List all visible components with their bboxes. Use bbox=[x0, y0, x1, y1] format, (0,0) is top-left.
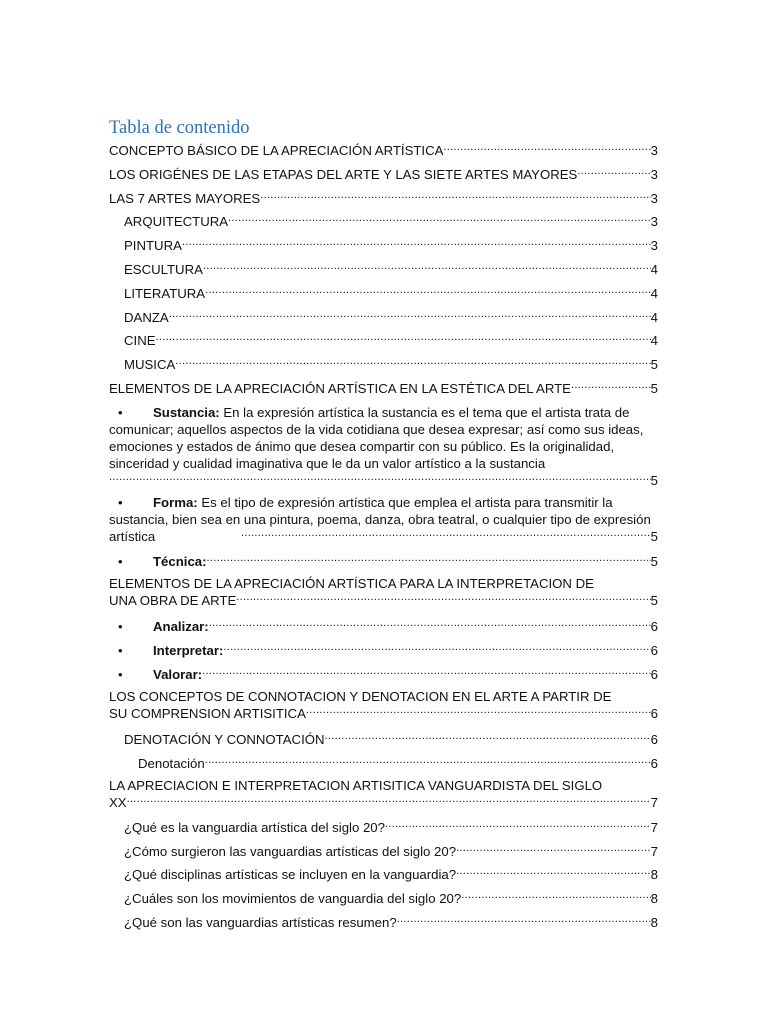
toc-entry-page: 3 bbox=[650, 238, 658, 253]
toc-entry[interactable] bbox=[124, 309, 658, 326]
toc-entry[interactable]: LA APRECIACION E INTERPRETACION ARTISITICA VANGUARDISTA DEL SIGLO XX ..... 7 bbox=[109, 777, 658, 811]
toc-entry-text: DENOTACIÓN Y CONNOTACIÓN bbox=[124, 732, 325, 747]
toc-entry-page: 5 bbox=[650, 529, 658, 544]
toc-entry-page: 8 bbox=[650, 915, 658, 930]
bullet-icon: • bbox=[118, 554, 123, 569]
toc-entry-page: 3 bbox=[650, 214, 658, 229]
toc-entry-text: ¿Cómo surgieron las vanguardias artísticas del siglo 20? bbox=[124, 844, 457, 859]
toc-entry[interactable] bbox=[124, 332, 658, 349]
toc-entry-text: LITERATURA bbox=[124, 286, 206, 301]
toc-entry[interactable] bbox=[124, 866, 658, 883]
toc-entry-text: MUSICA bbox=[124, 357, 176, 372]
toc-entry[interactable] bbox=[109, 404, 658, 489]
toc-entry[interactable] bbox=[124, 819, 658, 836]
toc-entry[interactable] bbox=[109, 380, 658, 397]
toc-entry-text: ¿Qué disciplinas artísticas se incluyen en la vanguardia? bbox=[124, 867, 457, 882]
toc-entry-text: LOS ORIGÉNES DE LAS ETAPAS DEL ARTE Y LAS SIETE ARTES MAYORES bbox=[109, 167, 578, 182]
toc-entry[interactable] bbox=[109, 553, 658, 570]
toc-entry-label: Valorar: bbox=[153, 667, 203, 682]
toc-entry-text: Denotación bbox=[138, 756, 205, 771]
toc-entry-page: 6 bbox=[650, 706, 658, 721]
toc-entry-text: DANZA bbox=[124, 310, 169, 325]
bullet-icon: • bbox=[118, 619, 123, 634]
toc-entry[interactable] bbox=[124, 914, 658, 931]
toc-entry-text: ESCULTURA bbox=[124, 262, 203, 277]
toc-entry-page: 3 bbox=[650, 191, 658, 206]
toc-entry-page: 5 bbox=[650, 357, 658, 372]
toc-entry-label: Analizar: bbox=[153, 619, 209, 634]
toc-entry-page: 5 bbox=[650, 554, 658, 569]
toc-entry[interactable] bbox=[109, 494, 658, 545]
toc-entry[interactable] bbox=[124, 285, 658, 302]
toc-entry-text: UNA OBRA DE ARTE bbox=[109, 593, 237, 608]
toc-entry-page: 8 bbox=[650, 867, 658, 882]
toc-entry-page: 8 bbox=[650, 891, 658, 906]
toc-entry-page: 5 bbox=[650, 381, 658, 396]
toc-entry-page: 6 bbox=[650, 643, 658, 658]
toc-entry-page: 4 bbox=[650, 333, 658, 348]
toc-entry[interactable]: ELEMENTOS DE LA APRECIACIÓN ARTÍSTICA PARA LA INTERPRETACION DE UNA OBRA DE ARTE ..... 5 bbox=[109, 575, 658, 609]
toc-entry-page: 4 bbox=[650, 262, 658, 277]
toc-entry-label: Sustancia: bbox=[153, 405, 220, 420]
toc-entry-page: 5 bbox=[650, 473, 658, 488]
toc-entry-page: 6 bbox=[650, 619, 658, 634]
toc-entry[interactable] bbox=[124, 237, 658, 254]
toc-entry[interactable] bbox=[109, 142, 658, 159]
toc-entry-page: 6 bbox=[650, 667, 658, 682]
toc-entry-page: 3 bbox=[650, 143, 658, 158]
toc-entry[interactable] bbox=[109, 166, 658, 183]
toc-entry[interactable] bbox=[124, 890, 658, 907]
toc-entry-text: PINTURA bbox=[124, 238, 182, 253]
toc-entry-text: LAS 7 ARTES MAYORES bbox=[109, 191, 261, 206]
toc-entry-text: ARQUITECTURA bbox=[124, 214, 229, 229]
toc-entry-page: 7 bbox=[650, 820, 658, 835]
toc-entry-text: XX bbox=[109, 795, 127, 810]
toc-entry-text: ELEMENTOS DE LA APRECIACIÓN ARTÍSTICA EN LA ESTÉTICA DEL ARTE bbox=[109, 381, 571, 396]
toc-entry[interactable] bbox=[124, 356, 658, 373]
toc-entry-label: Interpretar: bbox=[153, 643, 224, 658]
toc-entry[interactable] bbox=[124, 261, 658, 278]
toc-entry-page: 6 bbox=[650, 732, 658, 747]
toc-entry-page: 3 bbox=[650, 167, 658, 182]
bullet-icon: • bbox=[118, 643, 123, 658]
bullet-icon: • bbox=[118, 405, 123, 420]
toc-entry[interactable] bbox=[138, 755, 658, 772]
toc-entry-page: 7 bbox=[650, 795, 658, 810]
toc-entry[interactable] bbox=[124, 731, 658, 748]
toc-entry[interactable] bbox=[109, 618, 658, 635]
toc-entry[interactable] bbox=[124, 843, 658, 860]
toc-entry-label: Técnica: bbox=[153, 554, 207, 569]
toc-entry-page: 7 bbox=[650, 844, 658, 859]
toc-entry-text: ¿Cuáles son los movimientos de vanguardia del siglo 20? bbox=[124, 891, 462, 906]
toc-entry-page: 4 bbox=[650, 310, 658, 325]
toc-entry-page: 6 bbox=[650, 756, 658, 771]
toc-entry-page: 4 bbox=[650, 286, 658, 301]
toc-entry-text: ¿Qué son las vanguardias artísticas resumen? bbox=[124, 915, 397, 930]
toc-entry-text: ¿Qué es la vanguardia artística del siglo 20? bbox=[124, 820, 385, 835]
toc-entry[interactable] bbox=[124, 213, 658, 230]
toc-entry[interactable] bbox=[109, 190, 658, 207]
toc-entry-text: CINE bbox=[124, 333, 156, 348]
bullet-icon: • bbox=[118, 667, 123, 682]
toc-entry-text: CONCEPTO BÁSICO DE LA APRECIACIÓN ARTÍSTICA bbox=[109, 143, 444, 158]
toc-entry-text: En la expresión artística la sustancia es el tema que el artista trata de comunicar; aquellos aspectos de la vida cotidiana que desea expresar; así como sus ideas, emociones y estados de ánimo que desea compartir con su público. Es la originalidad, sinceridad y cualidad imaginativa que le da un valor artístico a la sustancia bbox=[109, 405, 644, 471]
toc-entry-page: 5 bbox=[650, 593, 658, 608]
bullet-icon: • bbox=[118, 495, 123, 510]
toc-entry-text: Es el tipo de expresión artística que emplea el artista para transmitir la sustancia, bien sea en una pintura, poema, danza, obra teatral, o cualquier tipo de expresión artística bbox=[109, 495, 651, 544]
toc-entry[interactable] bbox=[109, 666, 658, 683]
toc-entry[interactable]: LOS CONCEPTOS DE CONNOTACION Y DENOTACION EN EL ARTE A PARTIR DE SU COMPRENSION ARTISITICA ..... 6 bbox=[109, 688, 658, 722]
toc-title: Tabla de contenido bbox=[109, 118, 250, 138]
toc-entry-label: Forma: bbox=[153, 495, 198, 510]
toc-entry-text: SU COMPRENSION ARTISITICA bbox=[109, 706, 306, 721]
toc-entry[interactable] bbox=[109, 642, 658, 659]
